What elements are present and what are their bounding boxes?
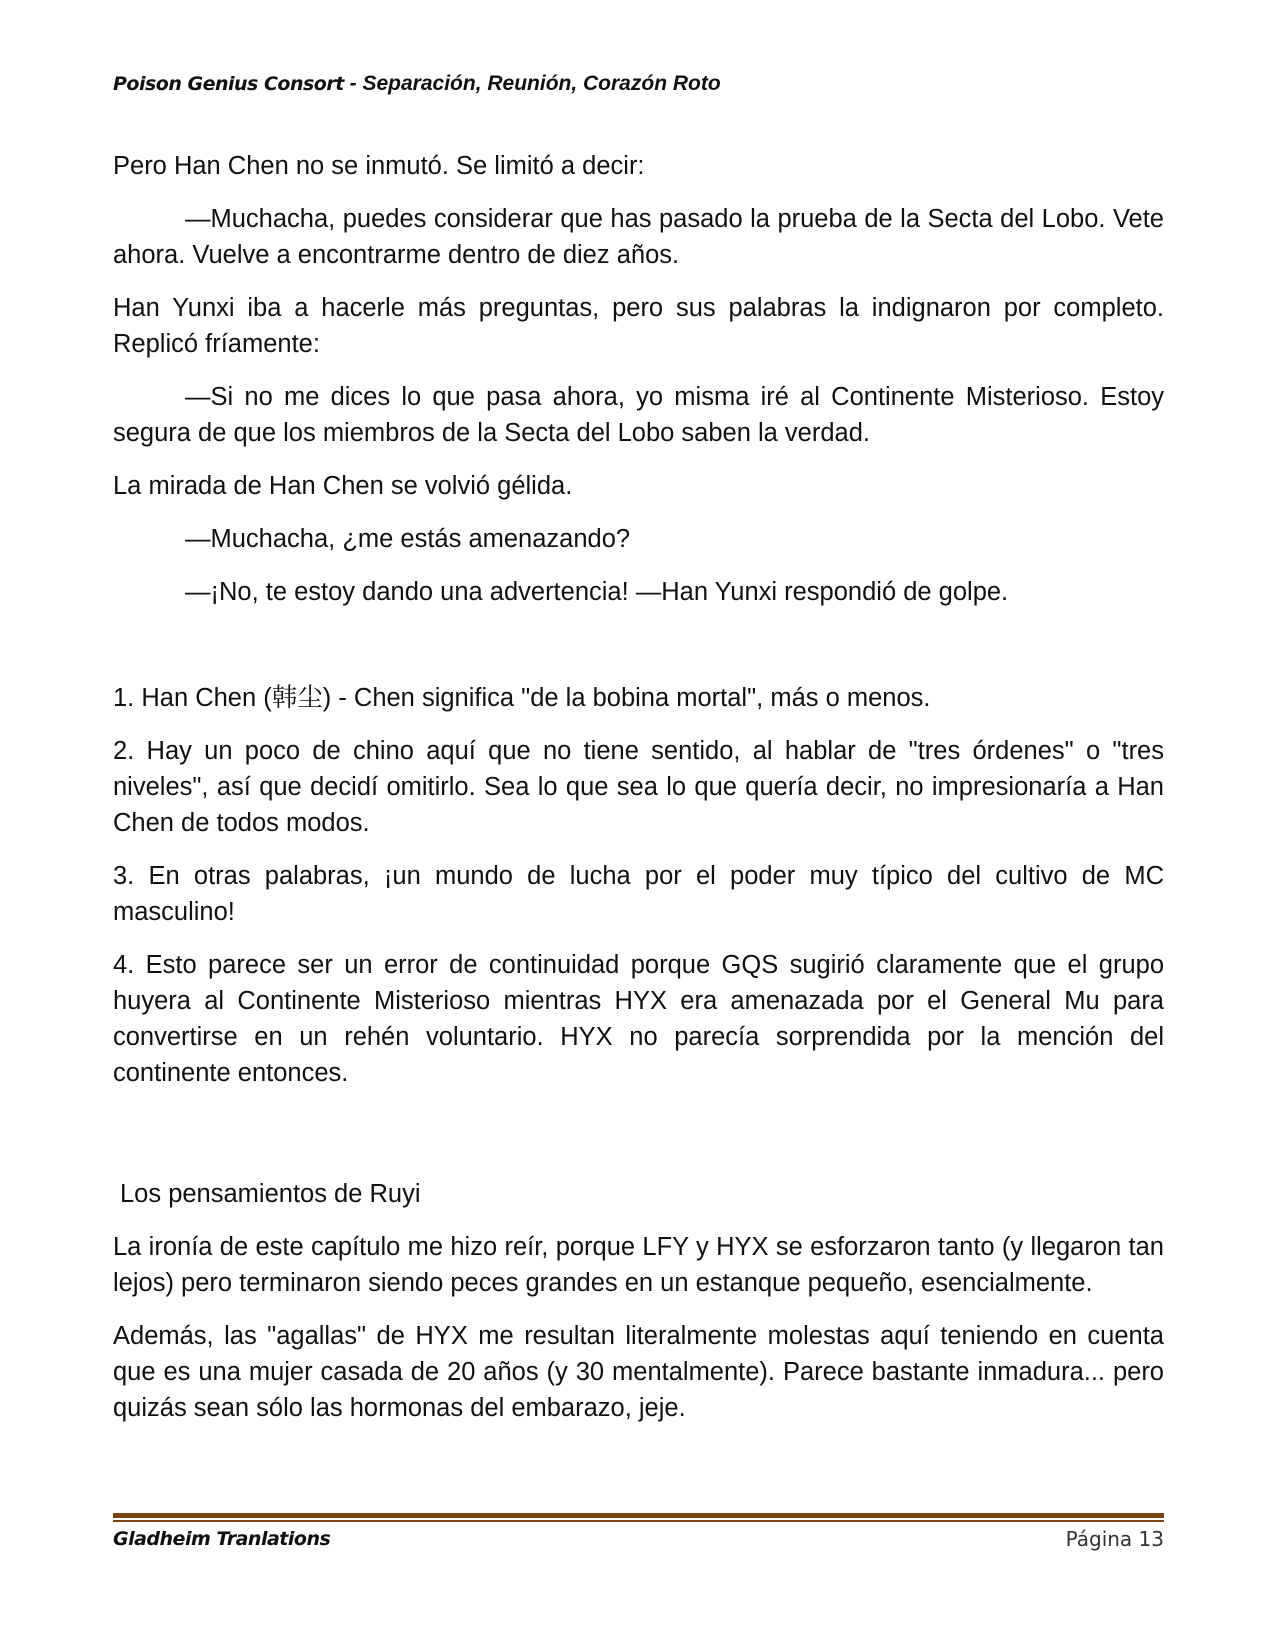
note-item: 1. Han Chen (韩尘) - Chen significa "de la bobina mortal", más o menos. xyxy=(113,684,931,712)
commentary-paragraph: Además, las "agallas" de HYX me resultan literalmente molestas aquí teniendo en cuenta que es una mujer casada de 20 años (y 30 mentalmente). Parece bastante inmadura... pero quizás sean sólo las hormonas del embarazo, jeje. xyxy=(113,1322,1164,1422)
body-paragraph: Han Yunxi iba a hacerle más preguntas, pero sus palabras la indignaron por completo. Replicó fríamente: xyxy=(113,294,1164,358)
running-header xyxy=(113,72,721,96)
dialogue-paragraph: —Muchacha, puedes considerar que has pasado la prueba de la Secta del Lobo. Vete ahora. Vuelve a encontrarme dentro de diez años. xyxy=(113,205,1164,269)
dialogue-paragraph: —Si no me dices lo que pasa ahora, yo misma iré al Continente Misterioso. Estoy segura de que los miembros de la Secta del Lobo saben la verdad. xyxy=(113,383,1164,447)
translator-notes xyxy=(113,680,1164,1091)
header-chapter-title: - Separación, Reunión, Corazón Roto xyxy=(343,72,721,95)
page-body xyxy=(113,148,1164,1443)
dialogue-paragraph: —¡No, te estoy dando una advertencia! —Han Yunxi respondió de golpe. xyxy=(185,578,1009,606)
note-item: 2. Hay un poco de chino aquí que no tiene sentido, al hablar de "tres órdenes" o "tres niveles", así que decidí omitirlo. Sea lo que sea lo que quería decir, no impresionaría a Han Chen de todos modos. xyxy=(113,737,1164,837)
note-item: 3. En otras palabras, ¡un mundo de lucha por el poder muy típico del cultivo de MC masculino! xyxy=(113,862,1164,926)
page-number: Página 13 xyxy=(1065,1527,1164,1551)
footer-publisher: Gladheim Tranlations xyxy=(113,1528,331,1550)
footer-divider xyxy=(113,1513,1164,1522)
commentary-title: Los pensamientos de Ruyi xyxy=(120,1180,421,1208)
body-paragraph: La mirada de Han Chen se volvió gélida. xyxy=(113,472,573,500)
footer-divider-thin xyxy=(113,1520,1164,1522)
body-paragraph: Pero Han Chen no se inmutó. Se limitó a decir: xyxy=(113,152,645,180)
header-book-title: Poison Genius Consort xyxy=(113,73,344,95)
note-item: 4. Esto parece ser un error de continuidad porque GQS sugirió claramente que el grupo huyera al Continente Misterioso mientras HYX era amenazada por el General Mu para convertirse en un rehén voluntario. HYX no parecía sorprendida por la mención del continente entonces. xyxy=(113,951,1164,1087)
dialogue-paragraph: —Muchacha, ¿me estás amenazando? xyxy=(185,525,631,553)
translator-commentary xyxy=(113,1176,1164,1426)
commentary-paragraph: La ironía de este capítulo me hizo reír, porque LFY y HYX se esforzaron tanto (y llegaron tan lejos) pero terminaron siendo peces grandes en un estanque pequeño, esencialmente. xyxy=(113,1233,1164,1297)
footer-divider-thick xyxy=(113,1513,1164,1518)
section-gap xyxy=(113,627,1164,680)
section-gap xyxy=(113,1108,1164,1176)
